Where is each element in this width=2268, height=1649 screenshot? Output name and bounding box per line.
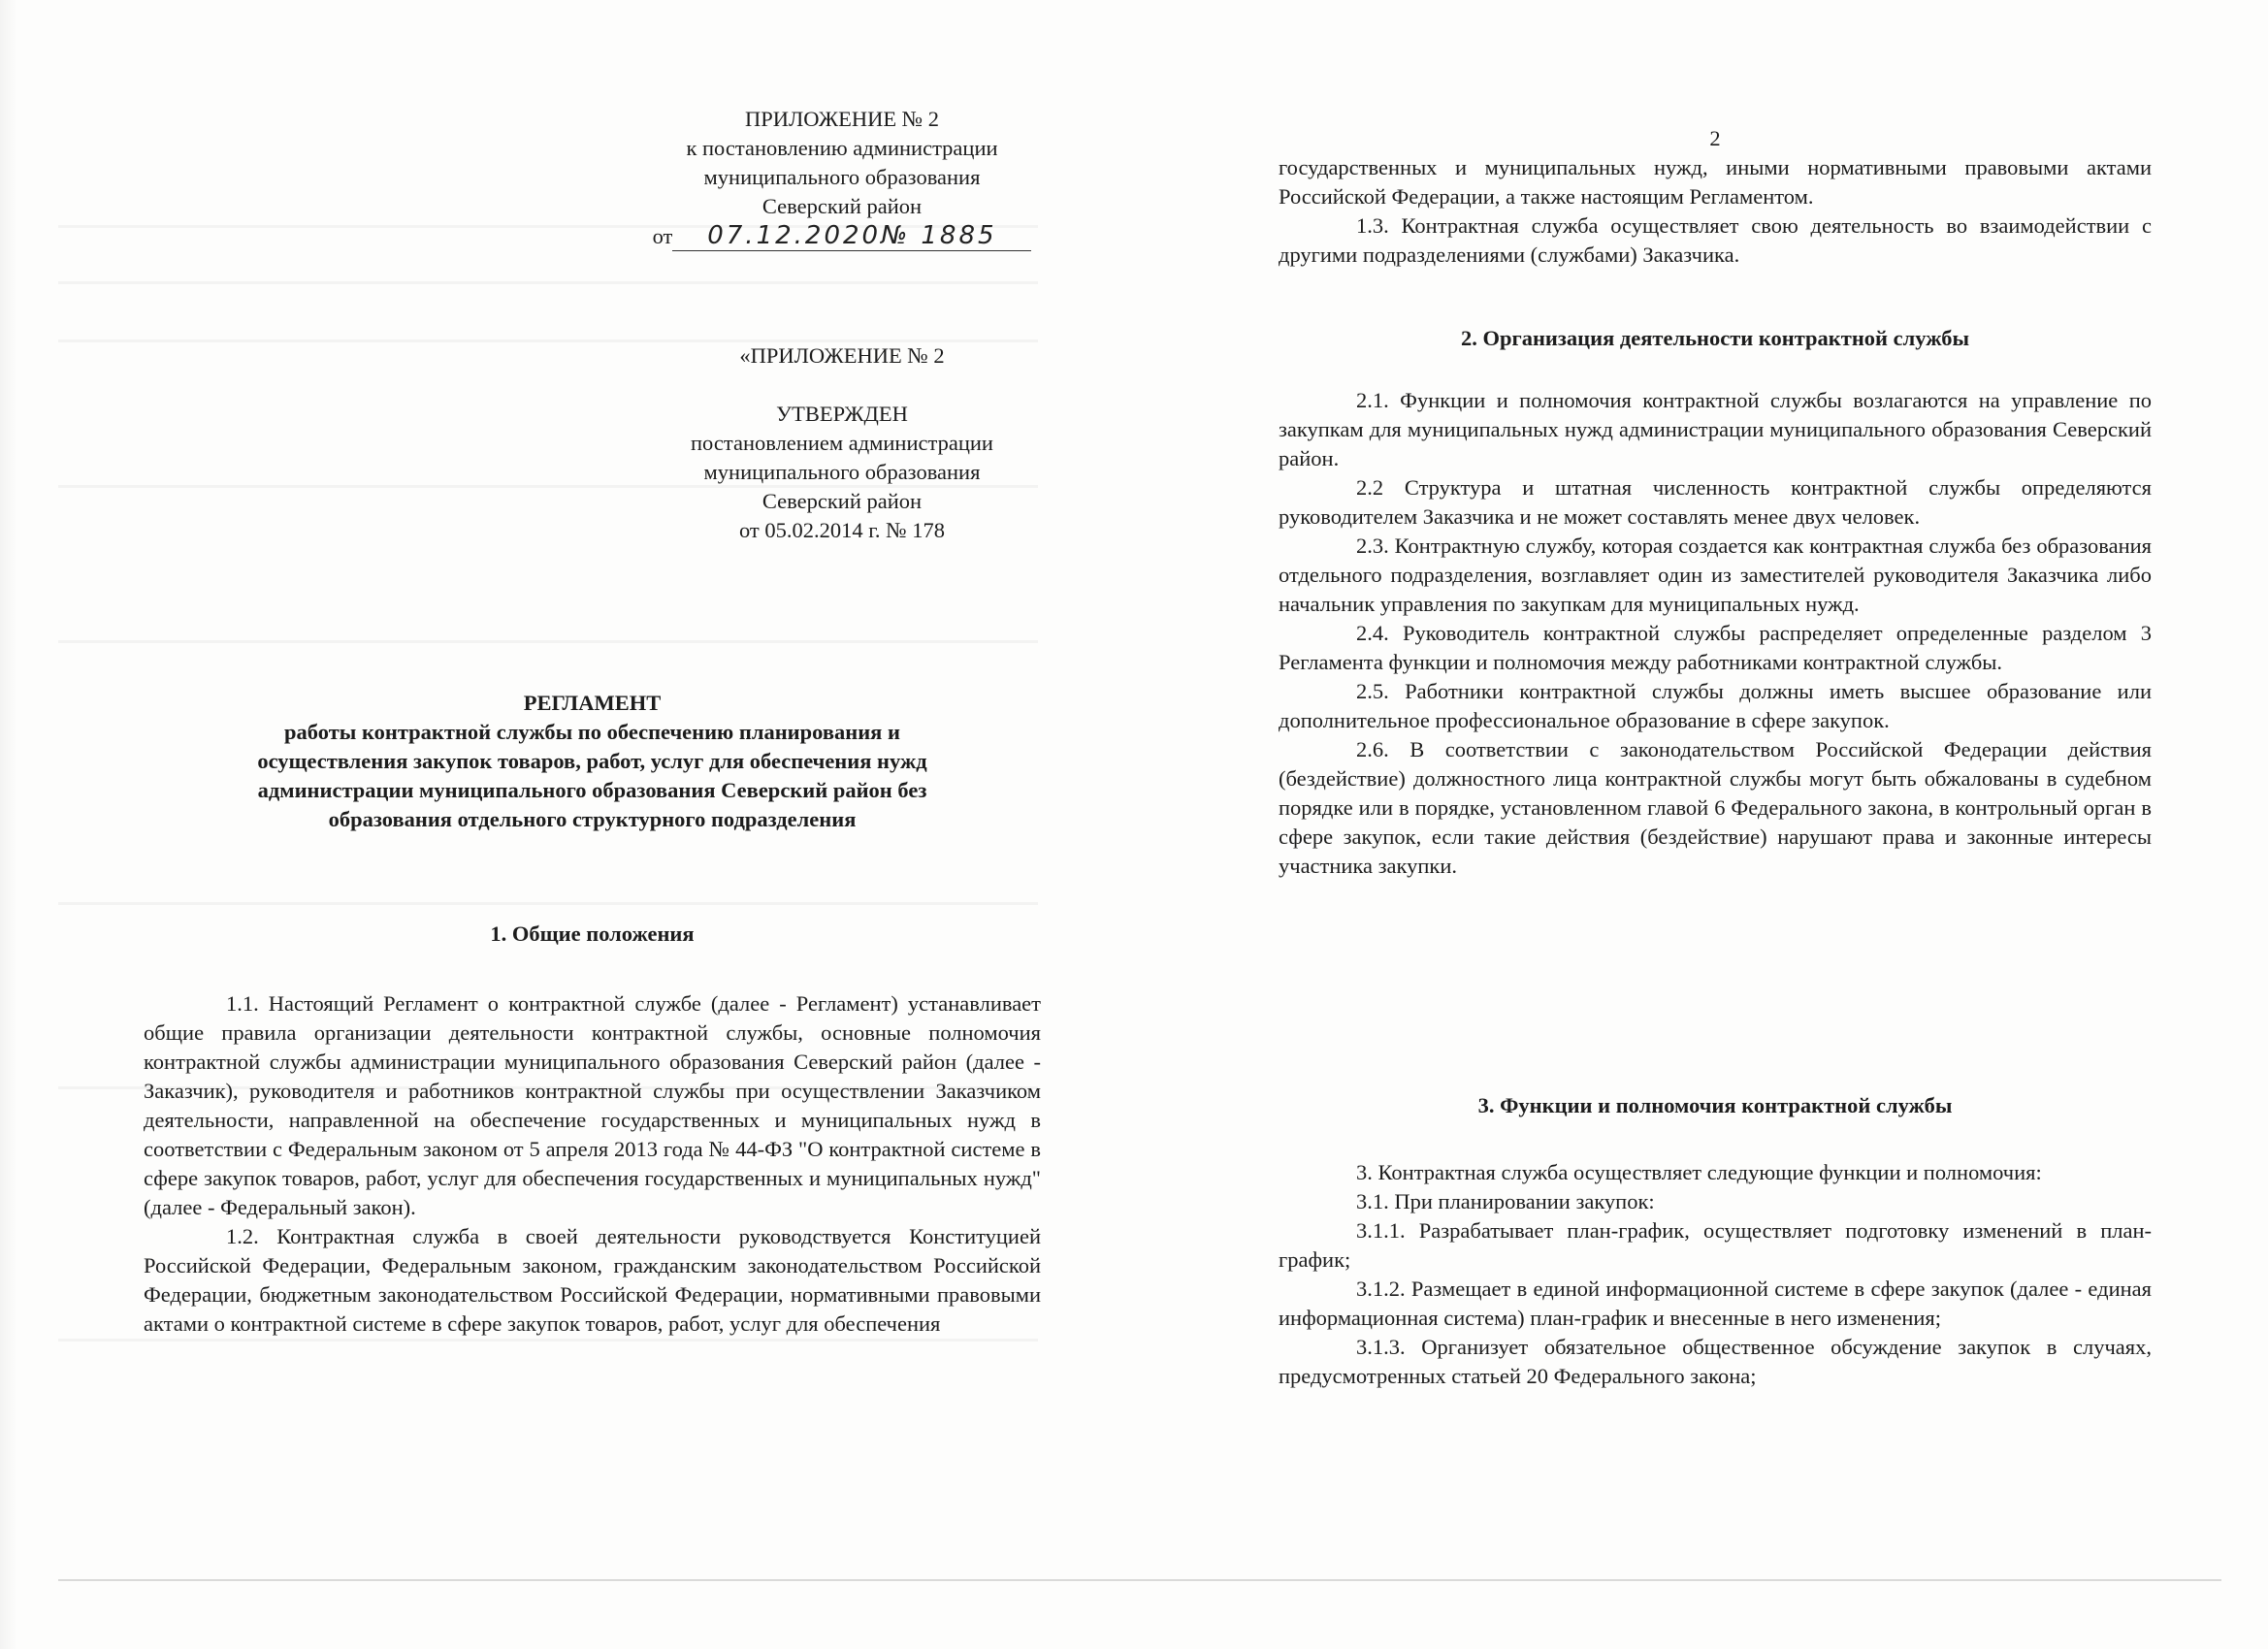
paragraph-1-2: 1.2. Контрактная служба в своей деятельности руководствуется Конституцией Российской Федерации, Федеральным законом, гражданским законодательством Российской Федерации, бюджетным законодательством Российской Федерации, нормативными правовыми актами о контрактной системе в сфере закупок товаров, работ, услуг для обеспечения bbox=[144, 1224, 1041, 1336]
approval-line: постановлением администрации bbox=[691, 431, 993, 455]
title-line: осуществления закупок товаров, работ, услуг для обеспечения нужд bbox=[257, 749, 927, 773]
paragraph-2-3: 2.3. Контрактную службу, которая создается как контрактная служба без образования отдельного подразделения, возглавляет один из заместителей руководителя Заказчика либо начальник управления по закупкам для муниципальных нужд. bbox=[1279, 534, 2152, 616]
title-line: работы контрактной службы по обеспечению планирования и bbox=[284, 720, 900, 744]
handwritten-date-number: 07.12.2020№ 1885 bbox=[672, 221, 1031, 251]
paragraph-2-5: 2.5. Работники контрактной службы должны иметь высшее образование или дополнительное профессиональное образование в сфере закупок. bbox=[1279, 679, 2152, 732]
paragraph-3-1-1: 3.1.1. Разрабатывает план-график, осуществляет подготовку изменений в план-график; bbox=[1279, 1218, 2152, 1272]
section-2-body bbox=[1279, 386, 2152, 881]
approval-line: от 05.02.2014 г. № 178 bbox=[738, 518, 946, 542]
appendix-header-line: к постановлению администрации bbox=[686, 136, 998, 160]
paragraph-1-3: 1.3. Контрактная служба осуществляет свою деятельность во взаимодействии с другими подразделениями (службами) Заказчика. bbox=[1279, 213, 2152, 267]
section-1-body bbox=[144, 989, 1041, 1339]
paragraph-3-1: 3.1. При планировании закупок: bbox=[1356, 1189, 1655, 1213]
left-page bbox=[144, 0, 1041, 1591]
paragraph-3-1-2: 3.1.2. Размещает в единой информационной системе в сфере закупок (далее - единая информационная система) план-график и внесенные в него изменения; bbox=[1279, 1277, 2152, 1330]
document-title bbox=[144, 689, 1041, 834]
section-1-heading: 1. Общие положения bbox=[490, 922, 695, 946]
paragraph-3: 3. Контрактная служба осуществляет следующие функции и полномочия: bbox=[1356, 1160, 2042, 1184]
scan-edge-line bbox=[58, 1579, 2221, 1581]
appendix-header bbox=[638, 105, 1046, 251]
paragraph-2-2: 2.2 Структура и штатная численность контрактной службы определяются руководителем Заказчика и не может составлять менее двух человек. bbox=[1279, 475, 2152, 529]
right-page bbox=[1279, 0, 2152, 1591]
paragraph-2-4: 2.4. Руководитель контрактной службы распределяет определенные разделом 3 Регламента функции и полномочия между работниками контрактной службы. bbox=[1279, 621, 2152, 674]
date-prefix: от bbox=[652, 224, 673, 248]
page-number: 2 bbox=[1709, 126, 1721, 150]
section-3-heading: 3. Функции и полномочия контрактной службы bbox=[1477, 1093, 1953, 1117]
paragraph-2-1: 2.1. Функции и полномочия контрактной службы возлагаются на управление по закупкам для муниципальных нужд администрации муниципального образования Северский район. bbox=[1279, 388, 2152, 470]
decree-date-line bbox=[638, 221, 1046, 251]
title-heading: РЕГЛАМЕНТ bbox=[523, 691, 662, 715]
title-line: образования отдельного структурного подразделения bbox=[328, 807, 857, 831]
paragraph-1-1: 1.1. Настоящий Регламент о контрактной службе (далее - Регламент) устанавливает общие правила организации деятельности контрактной службы, основные полномочия контрактной службы администрации муниципального образования Северский район (далее - Заказчик), руководителя и работников контрактной службы при осуществлении Заказчиком деятельности, направленной на обеспечение государственных и муниципальных нужд в соответствии с Федеральным законом от 5 апреля 2013 года № 44-ФЗ "О контрактной системе в сфере закупок товаров, работ, услуг для обеспечения государственных и муниципальных нужд" (далее - Федеральный закон). bbox=[144, 991, 1041, 1219]
approval-line: Северский район bbox=[761, 489, 923, 513]
approval-line: УТВЕРЖДЕН bbox=[776, 402, 908, 426]
appendix-header-line: ПРИЛОЖЕНИЕ № 2 bbox=[744, 107, 940, 131]
right-body-top bbox=[1279, 153, 2152, 270]
section-2-heading: 2. Организация деятельности контрактной службы bbox=[1460, 326, 1970, 350]
approval-line: муниципального образования bbox=[703, 460, 981, 484]
section-3-body bbox=[1279, 1158, 2152, 1391]
paragraph-continuation: государственных и муниципальных нужд, иными нормативными правовыми актами Российской Федерации, а также настоящим Регламентом. bbox=[1279, 155, 2152, 209]
approval-line: «ПРИЛОЖЕНИЕ № 2 bbox=[739, 343, 945, 368]
title-line: администрации муниципального образования Северский район без bbox=[257, 778, 927, 802]
paragraph-2-6: 2.6. В соответствии с законодательством Российской Федерации действия (бездействие) должностного лица контрактной службы могут быть обжалованы в судебном порядке или в порядке, установленном главой 6 Федерального закона, в контрольный орган в сфере закупок, если такие действия (бездействие) нарушают права и законные интересы участника закупки. bbox=[1279, 737, 2152, 878]
appendix-header-line: Северский район bbox=[761, 194, 923, 218]
appendix-header-line: муниципального образования bbox=[703, 165, 981, 189]
approval-block bbox=[638, 341, 1046, 545]
paragraph-3-1-3: 3.1.3. Организует обязательное общественное обсуждение закупок в случаях, предусмотренных статьей 20 Федерального закона; bbox=[1279, 1335, 2152, 1388]
